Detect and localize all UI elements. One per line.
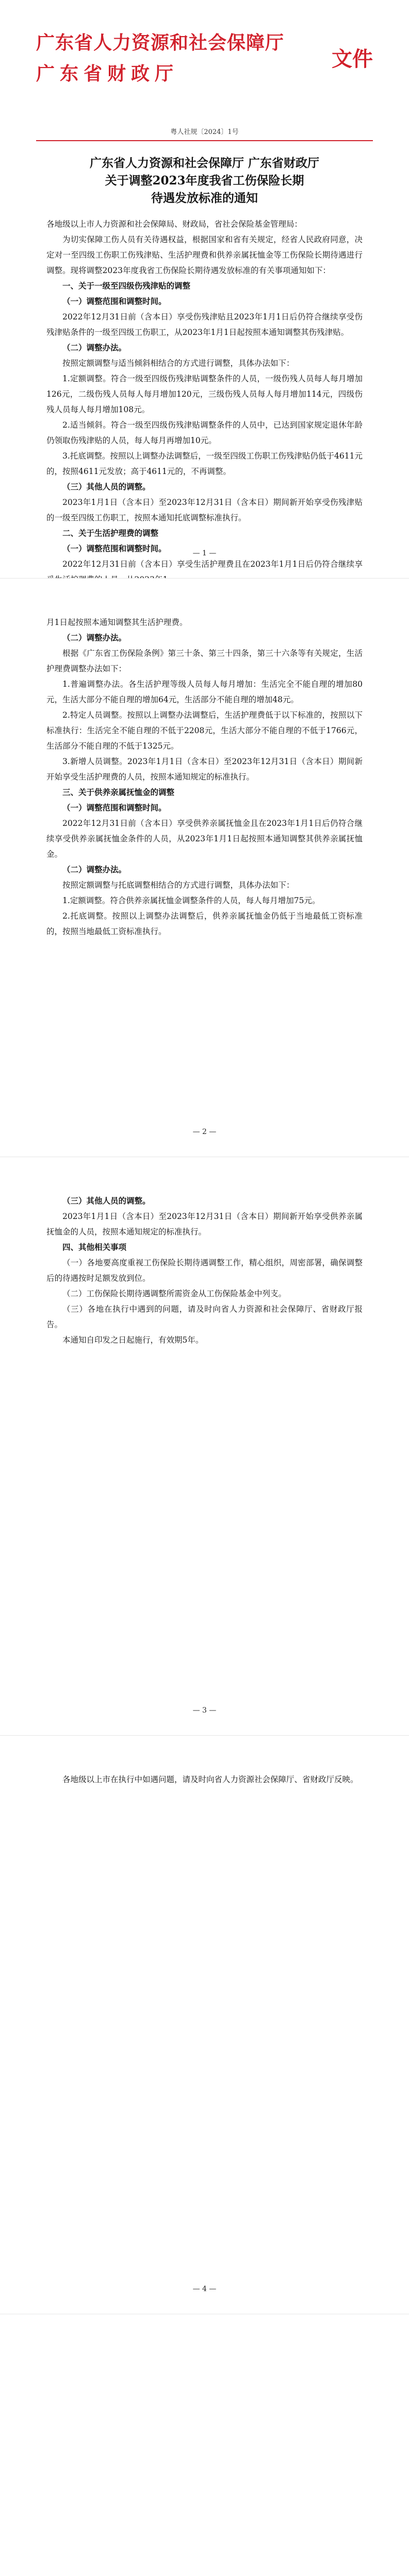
paragraph: 2.适当倾斜。符合一级至四级伤残津贴调整条件的人员中，已达到国家规定退休年龄仍领取伤残津贴的人员，每人每月再增加10元。	[46, 420, 363, 445]
paragraph: 按照定额调整与适当倾斜相结合的方式进行调整，具体办法如下：	[62, 359, 295, 368]
paragraph: 2023年1月1日（含本日）至2023年12月31日（含本日）期间新开始享受供养亲属抚恤金的人员，按照本通知规定的标准执行。	[46, 1212, 363, 1236]
page-number: — 2 —	[192, 1128, 217, 1136]
paragraph: 3.托底调整。按照以上调整办法调整后，一级至四级工伤职工伤残津贴仍低于4611元的，按照4611元发放；高于4611元的，不再调整。	[46, 451, 363, 476]
paragraph: 1.定额调整。符合供养亲属抚恤金调整条件的人员，每人每月增加75元。	[62, 896, 320, 905]
paragraph: （一）各地要高度重视工伤保险长期待遇调整工作，精心组织，周密部署，确保调整后的待遇按时足额发放到位。	[46, 1258, 363, 1283]
paragraph: 2.特定人员调整。按照以上调整办法调整后，生活护理费低于以下标准的，按照以下标准执行：生活完全不能自理的不低于2208元，生活大部分不能自理的不低于1766元，生活部分不能自理的不低于1325元。	[46, 710, 363, 751]
section-heading: 一、关于一级至四级伤残津贴的调整	[62, 281, 191, 291]
subsection-heading: （一）调整范围和调整时间。	[62, 803, 167, 812]
title-line-3: 待遇发放标准的通知	[151, 191, 258, 205]
page-1-body	[46, 216, 363, 587]
document-title	[46, 155, 363, 207]
subsection-heading: （二）调整办法。	[62, 343, 127, 352]
paragraph: 根据《广东省工伤保险条例》第三十条、第三十四条，第三十六条等有关规定，生活护理费调整办法如下：	[46, 649, 363, 673]
header-issuer-1: 广东省人力资源和社会保障厅	[36, 32, 285, 54]
paragraph: （二）工伤保险长期待遇调整所需资金从工伤保险基金中列支。	[62, 1289, 287, 1298]
page-number: — 3 —	[192, 1706, 217, 1715]
page-3-body	[46, 1193, 363, 1348]
subsection-heading: （一）调整范围和调整时间。	[62, 296, 167, 306]
section-heading: 四、其他相关事项	[62, 1243, 127, 1252]
red-divider	[36, 140, 373, 141]
header-issuer-2: 广东省财政厅	[36, 63, 179, 84]
header-suffix: 文件	[332, 47, 373, 71]
paragraph: 2022年12月31日前（含本日）享受供养亲属抚恤金且在2023年1月1日后仍符合继续享受供养亲属抚恤金条件的人员，从2023年1月1日起按照本通知调整其供养亲属抚恤金。	[46, 819, 363, 859]
subsection-heading: （二）调整办法。	[62, 633, 127, 642]
paragraph: 月1日起按照本通知调整其生活护理费。	[46, 618, 188, 627]
subsection-heading: （三）其他人员的调整。	[62, 482, 151, 492]
paragraph: 1.定额调整。符合一级至四级伤残津贴调整条件的人员，一级伤残人员每人每月增加126元，二级伤残人员每人每月增加120元，三级伤残人员每人每月增加114元，四级伤残人员每人每月增加108元。	[46, 374, 363, 414]
paragraph: 各地级以上市在执行中如遇问题，请及时向省人力资源社会保障厅、省财政厅反映。	[62, 1775, 358, 1784]
paragraph: 3.新增人员调整。2023年1月1日（含本日）至2023年12月31日（含本日）期间新开始享受生活护理费的人员，按照本通知规定的标准执行。	[46, 757, 363, 782]
subsection-heading: （一）调整范围和调整时间。	[62, 544, 167, 553]
paragraph: 2022年12月31日前（含本日）享受伤残津贴且2023年1月1日后仍符合继续享受伤残津贴条件的一级至四级工伤职工，从2023年1月1日起按照本通知调整其伤残津贴。	[46, 312, 363, 337]
paragraph: 按照定额调整与托底调整相结合的方式进行调整，具体办法如下：	[62, 880, 295, 890]
paragraph: （三）各地在执行中遇到的问题，请及时向省人力资源和社会保障厅、省财政厅报告。	[46, 1304, 363, 1329]
subsection-heading: （三）其他人员的调整。	[62, 1196, 151, 1206]
paragraph: 2022年12月31日前（含本日）享受生活护理费且在2023年1月1日后仍符合继续享	[62, 560, 363, 569]
document-header	[36, 28, 373, 106]
page-1	[0, 0, 409, 578]
paragraph: 本通知自印发之日起施行，有效期5年。	[62, 1335, 204, 1345]
section-heading: 二、关于生活护理费的调整	[62, 529, 159, 538]
title-line-2: 关于调整2023年度我省工伤保险长期	[105, 174, 304, 188]
section-heading: 三、关于供养亲属抚恤金的调整	[62, 788, 175, 797]
page-number: — 1 —	[192, 549, 217, 557]
title-line-1: 广东省人力资源和社会保障厅 广东省财政厅	[89, 156, 319, 170]
page-number: — 4 —	[192, 2285, 217, 2293]
page-5	[0, 2314, 409, 2576]
page-2-body	[46, 615, 363, 939]
paragraph: 2023年1月1日（含本日）至2023年12月31日（含本日）期间新开始享受伤残津贴的一级至四级工伤职工，按照本通知托底调整标准执行。	[46, 498, 363, 522]
paragraph: 为切实保障工伤人员有关待遇权益，根据国家和省有关规定，经省人民政府同意，决定对一至四级工伤职工伤残津贴、生活护理费和供养亲属抚恤金等工伤保险长期待遇进行调整。现将调整2023年度我省工伤保险长期待遇发放标准的有关事项通知如下：	[46, 235, 363, 275]
page-4-body	[46, 1772, 363, 1787]
salutation: 各地级以上市人力资源和社会保障局、财政局，省社会保险基金管理局：	[46, 219, 303, 229]
paragraph: 1.普遍调整办法。各生活护理等级人员每人每月增加：生活完全不能自理的增加80元，生活大部分不能自理的增加64元，生活部分不能自理的增加48元。	[46, 680, 363, 704]
page-3	[0, 1157, 409, 1735]
subsection-heading: （二）调整办法。	[62, 865, 127, 874]
page-4	[0, 1735, 409, 2314]
page-2	[0, 578, 409, 1157]
document-number: 粤人社规〔2024〕1号	[170, 128, 239, 136]
paragraph: 2.托底调整。按照以上调整办法调整后，供养亲属抚恤金仍低于当地最低工资标准的，按照当地最低工资标准执行。	[46, 911, 363, 936]
